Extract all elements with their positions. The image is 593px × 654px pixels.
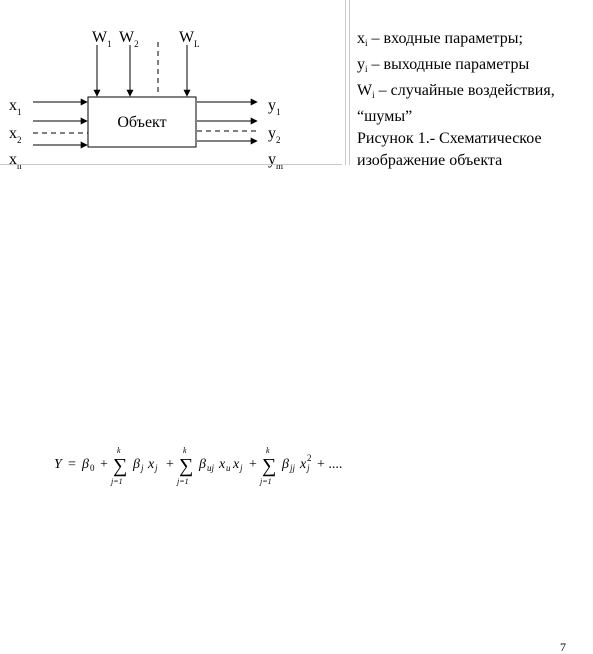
formula-xj2-sub: j	[240, 463, 243, 473]
formula-beta-jj: β	[282, 457, 289, 472]
formula-plus3: +	[249, 457, 257, 472]
formula-xu: x	[219, 457, 226, 472]
formula-plus2: +	[166, 457, 174, 472]
legend-line-outputs: $y_i$ – выходные параметры	[357, 56, 530, 74]
legend-line-noise: $W_i$ – случайные воздействия,	[357, 82, 555, 100]
output-label-y1: $y_1$	[268, 97, 281, 117]
formula-xj-sq-sub: j	[307, 463, 310, 473]
formula-sum3: ∑	[262, 455, 277, 477]
formula-sum1-top: k	[117, 446, 121, 455]
regression-formula	[54, 443, 354, 487]
figure-caption-line1: Рисунок 1.- Схематическое	[357, 130, 542, 147]
formula-xj2: x	[233, 457, 240, 472]
noise-label-wl: $W_L$	[179, 29, 200, 49]
formula-sum1: ∑	[113, 455, 128, 477]
formula-beta-jj-sub: jj	[290, 463, 296, 473]
noise-label-w2: $W_2$	[119, 29, 139, 49]
formula-beta-j-sub: j	[141, 463, 144, 473]
formula-sum3-bottom: j=1	[260, 477, 272, 486]
object-label: Объект	[117, 114, 167, 131]
formula-lhs: Y	[54, 457, 62, 472]
formula-beta-j: β	[133, 457, 140, 472]
input-label-x2: $x_2$	[9, 125, 22, 145]
formula-xj-sq-exp: 2	[307, 453, 312, 463]
output-label-y2: $y_2$	[268, 125, 281, 145]
legend-line-noise-quote: “шумы”	[357, 108, 413, 125]
formula-eq: =	[68, 457, 76, 472]
formula-beta0: β	[82, 457, 89, 472]
formula-plus1: +	[100, 457, 108, 472]
input-label-x1: $x_1$	[9, 97, 22, 117]
formula-sum2-bottom: j=1	[177, 477, 189, 486]
formula-xu-sub: u	[226, 463, 231, 473]
formula-sum3-top: k	[266, 446, 270, 455]
object-diagram	[0, 0, 345, 185]
input-label-xn: $x_n$	[9, 151, 22, 171]
formula-xj: x	[148, 457, 155, 472]
formula-xj-sub: j	[155, 463, 158, 473]
formula-svg	[54, 443, 354, 489]
formula-beta0-sub: 0	[90, 463, 95, 473]
formula-ellipsis: + ....	[317, 457, 343, 472]
formula-sum2: ∑	[179, 455, 194, 477]
vertical-divider	[345, 0, 346, 165]
page-number: 7	[560, 640, 566, 654]
formula-xj-sq: x	[300, 457, 307, 472]
noise-label-w1: $W_1$	[92, 29, 112, 49]
formula-beta-uj: β	[199, 457, 206, 472]
horizontal-divider	[0, 164, 342, 165]
vertical-divider-inner	[349, 0, 350, 165]
legend-line-inputs: $x_i$ – входные параметры;	[357, 30, 523, 48]
formula-sum1-bottom: j=1	[111, 477, 123, 486]
legend	[357, 28, 589, 172]
formula-sum2-top: k	[183, 446, 187, 455]
figure-caption-line2: изображение объекта	[357, 152, 503, 169]
output-label-ym: $y_m$	[268, 151, 284, 171]
formula-beta-uj-sub: uj	[207, 463, 215, 473]
